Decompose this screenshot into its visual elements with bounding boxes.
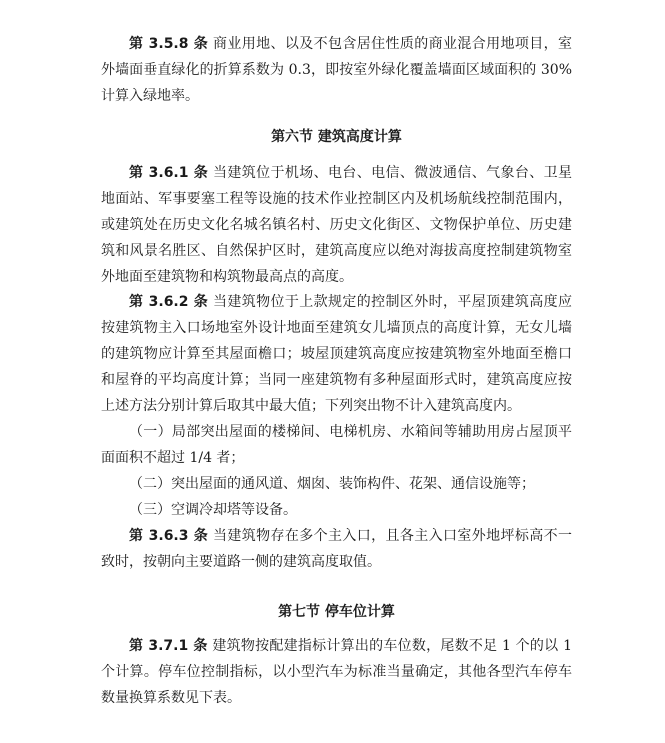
article-3-6-2 — [101, 289, 572, 419]
article-text: 当建筑位于机场、电台、电信、微波通信、气象台、卫星地面站、军事要塞工程等设施的技术作业控制区内及机场航线控制范围内，或建筑处在历史文化名城名镇名村、历史文化街区、文物保护单位、历史建筑和风景名胜区、自然保护区时，建筑高度应以绝对海拔高度控制建筑物室外地面至建筑物和构筑物最高点的高度。 — [101, 165, 573, 285]
section-heading-building-height: 第六节 建筑高度计算 — [271, 129, 402, 145]
article-number: 第 3.7.1 条 — [129, 638, 208, 654]
article-text: 当建筑物存在多个主入口，且各主入口室外地坪标高不一致时，按朝向主要道路一侧的建筑高度取值。 — [101, 528, 573, 570]
article-number: 第 3.5.8 条 — [129, 36, 209, 52]
list-item-2: （二）突出屋面的通风道、烟囱、装饰构件、花架、通信设施等； — [129, 476, 535, 492]
article-text: 建筑物按配建指标计算出的车位数，尾数不足 1 个的以 1 个计算。停车位控制指标，以小型汽车为标准当量确定，其他各型汽车停车数量换算系数见下表。 — [101, 638, 573, 706]
list-item-1: （一）局部突出屋面的楼梯间、电梯机房、水箱间等辅助用房占屋顶平面面积不超过 1/4 者； — [101, 424, 572, 466]
article-number: 第 3.6.1 条 — [129, 165, 209, 181]
article-number: 第 3.6.3 条 — [129, 528, 209, 544]
section-heading-parking: 第七节 停车位计算 — [278, 604, 395, 620]
article-3-6-3 — [101, 523, 572, 575]
article-text: 商业用地、以及不包含居住性质的商业混合用地项目，室外墙面垂直绿化的折算系数为 0.3，即按室外绿化覆盖墙面区域面积的 30%计算入绿地率。 — [101, 36, 573, 104]
article-text: 当建筑物位于上款规定的控制区外时，平屋顶建筑高度应按建筑物主入口场地室外设计地面至建筑女儿墙顶点的高度计算，无女儿墙的建筑物应计算至其屋面檐口；坡屋顶建筑高度应按建筑物室外地面至檐口和屋脊的平均高度计算；当同一座建筑物有多种屋面形式时，建筑高度应按上述方法分别计算后取其中最大值；下列突出物不计入建筑高度内。 — [101, 294, 573, 414]
article-3-5-8 — [101, 31, 572, 109]
article-3-6-1 — [101, 160, 572, 290]
article-3-7-1 — [101, 633, 572, 711]
list-item-3: （三）空调冷却塔等设备。 — [129, 502, 297, 518]
article-number: 第 3.6.2 条 — [129, 294, 209, 310]
